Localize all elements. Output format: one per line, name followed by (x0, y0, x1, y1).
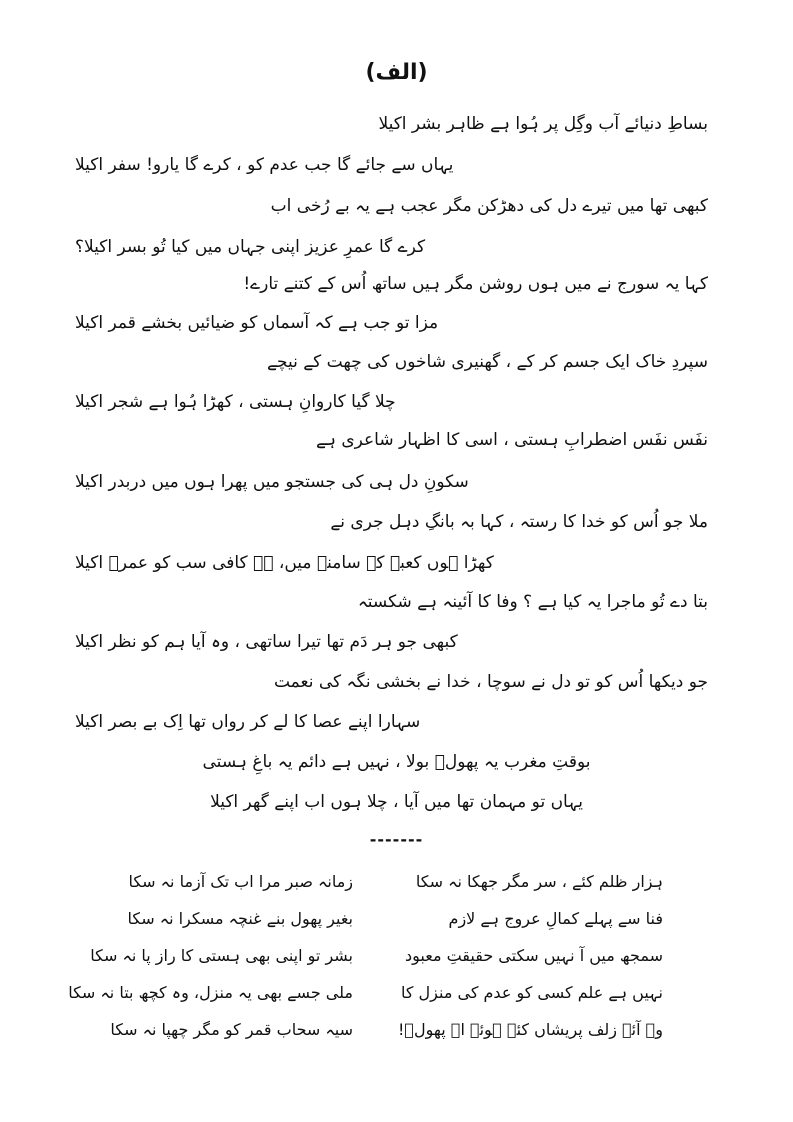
verse-line: کرے گا عمرِ عزیز اپنی جہاں میں کیا تُو بسر اکیلا؟ (75, 237, 426, 257)
verse-line: سپردِ خاک ایک جسم کر کے ، گھنیری شاخوں کی چھت کے نیچے (267, 352, 708, 372)
couplet-first-line: ہزار ظلم کئے ، سر مگر جھکا نہ سکا (415, 872, 663, 891)
verse-line: یہاں سے جائے گا جب عدم کو ، کرے گا یارو! سفر اکیلا (75, 155, 454, 175)
verse-line: ملا جو اُس کو خدا کا رستہ ، کہا بہ بانگِ دہل جری نے (330, 512, 708, 532)
couplet-second-line: زمانہ صبر مرا اب تک آزما نہ سکا (128, 872, 353, 891)
verse-line: کھڑا ہوں کعبے کے سامنے میں، ہے کافی سب کو عمرؓ اکیلا (75, 553, 494, 573)
couplet-second-line: سیہ سحاب قمر کو مگر چھپا نہ سکا (110, 1020, 353, 1039)
couplet-second-line: ملی جسے بھی یہ منزل، وہ کچھ بتا نہ سکا (68, 983, 353, 1002)
verse-line: چلا گیا کاروانِ ہستی ، کھڑا ہُوا ہے شجر اکیلا (75, 392, 396, 412)
verse-line: بتا دے تُو ماجرا یہ کیا ہے ؟ وفا کا آئینہ ہے شکستہ (357, 592, 708, 612)
couplet-first-line: نہیں ہے علم کسی کو عدم کی منزل کا (400, 983, 663, 1002)
verse-line: کبھی جو ہر دَم تھا تیرا ساتھی ، وہ آیا ہم کو نظر اکیلا (75, 632, 458, 652)
couplet-second-line: بشر تو اپنی بھی ہستی کا راز پا نہ سکا (90, 946, 353, 965)
poem-title: (الف) (365, 60, 428, 85)
section-separator: ------- (369, 830, 424, 849)
verse-line: کبھی تھا میں تیرے دل کی دھڑکن مگر عجب ہے یہ بے رُخی اب (270, 196, 708, 216)
verse-line: مزا تو جب ہے کہ آسماں کو ضیائیں بخشے قمر اکیلا (75, 313, 439, 333)
couplet-second-line: بغیر پھول بنے غنچہ مسکرا نہ سکا (127, 909, 353, 928)
couplet-first-line: فنا سے پہلے کمالِ عروج ہے لازم (448, 909, 663, 928)
couplet-first-line: وہ آئے زلف پریشاں کئے ہوئے اے پھولؔ! (398, 1020, 663, 1039)
verse-line: سکونِ دل ہی کی جستجو میں پھرا ہوں میں دربدر اکیلا (75, 472, 469, 492)
verse-line: بوقتِ مغرب یہ پھولؔ بولا ، نہیں ہے دائم یہ باغِ ہستی (202, 752, 591, 772)
verse-line: بساطِ دنیائے آب وگِل پر ہُوا ہے ظاہر بشر اکیلا (378, 114, 708, 134)
verse-line: نفَس نفَس اضطرابِ ہستی ، اسی کا اظہار شاعری ہے (316, 430, 708, 450)
verse-line: سہارا اپنے عصا کا لے کر رواں تھا اِک بے بصر اکیلا (75, 712, 421, 732)
couplet-first-line: سمجھ میں آ نہیں سکتی حقیقتِ معبود (405, 946, 663, 965)
verse-line: جو دیکھا اُس کو تو دل نے سوچا ، خدا نے بخشی نگہ کی نعمت (273, 672, 708, 692)
verse-line: یہاں تو مہمان تھا میں آیا ، چلا ہوں اب اپنے گھر اکیلا (210, 792, 583, 812)
verse-line: کہا یہ سورج نے میں ہوں روشن مگر ہیں ساتھ اُس کے کتنے تارے! (243, 274, 708, 294)
